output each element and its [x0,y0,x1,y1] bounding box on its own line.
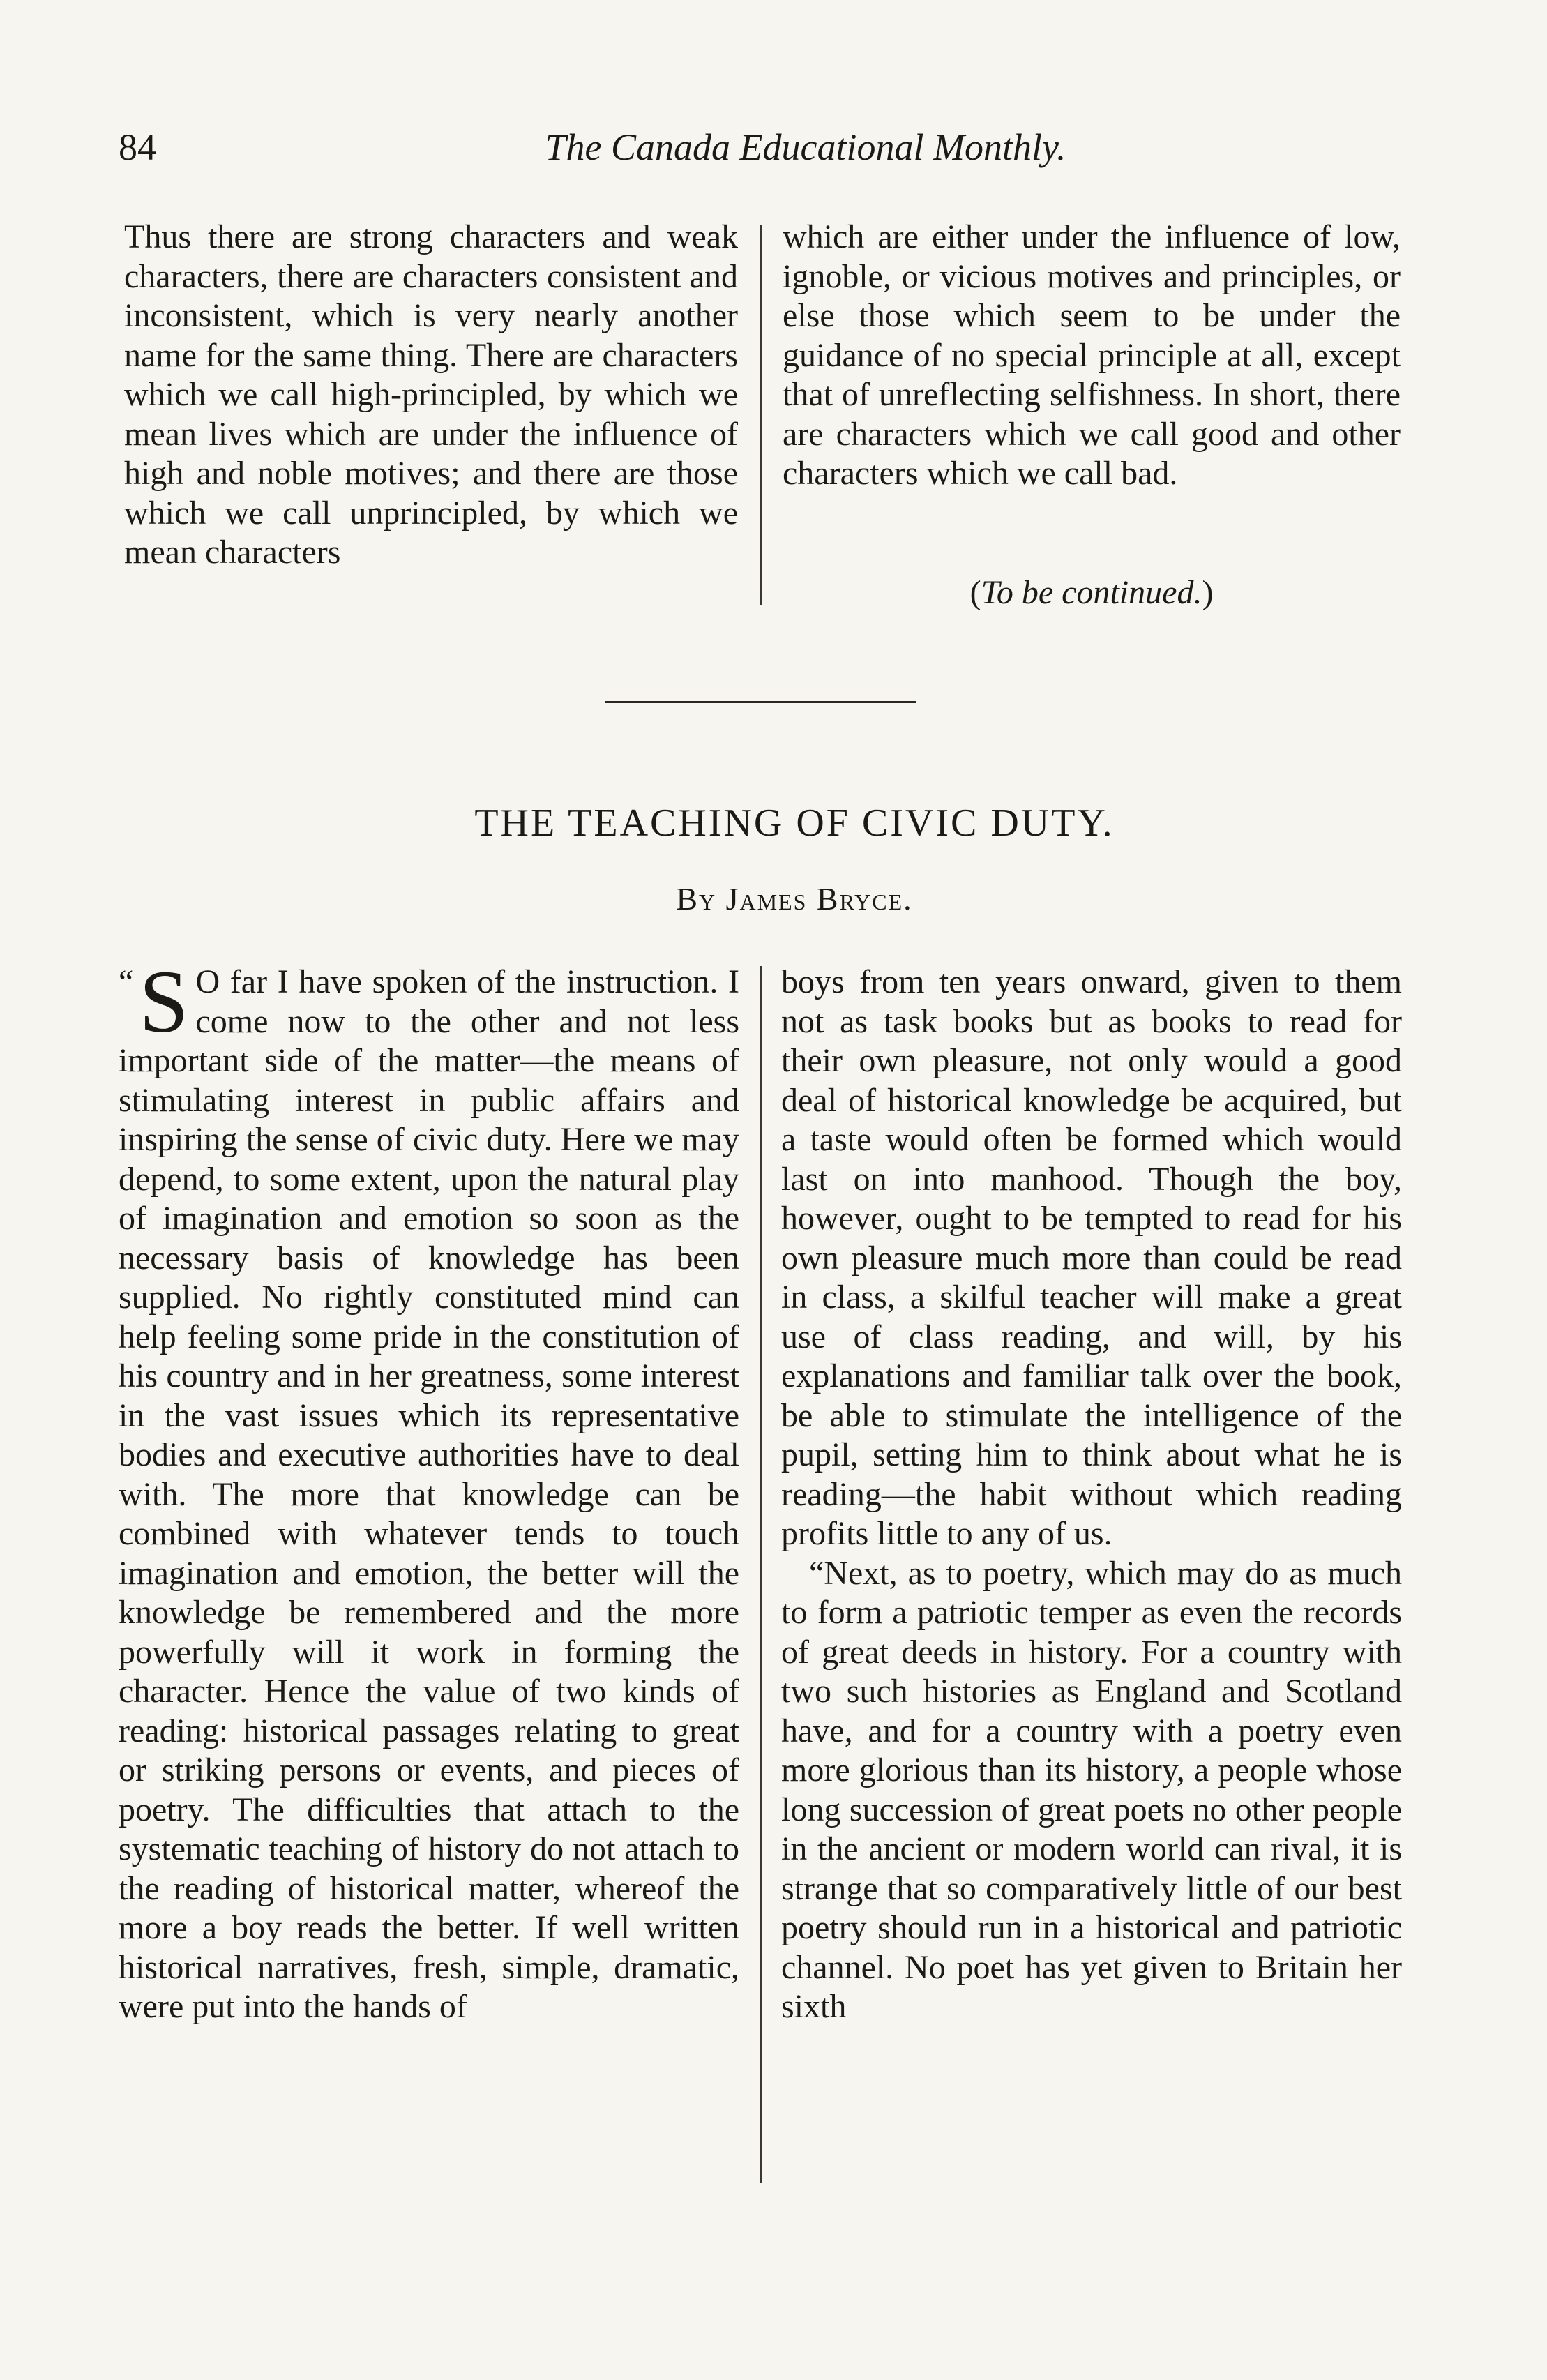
prior-article-left-text: Thus there are strong characters and weak characters, there are characters consistent and inconsistent, which is very nearly another name for the same thing. There are characters which we call high-principled, by which we mean lives which are under the influence of high and noble motives; and there are those which we call unprincipled, by which we mean characters [124,218,738,571]
article-paragraph-1-continued: boys from ten years onward, given to them not as task books but as books to read for their own pleasure, not only would a good deal of historical knowledge be acquired, but a taste would often be formed which would last on into manhood. Though the boy, however, ought to be tempted to read for his own pleasure much more than could be read in class, a skilful teacher will make a great use of class reading, and will, by his explanations and familiar talk over the book, be able to stimulate the intelligence of the pupil, setting him to think about what he is reading—the habit without which reading profits little to any of us. [781,963,1402,1552]
article-paragraph-1-text: O far I have spoken of the instruction. I come now to the other and not less important side of the matter—the means of stimulating interest in public affairs and inspiring the sense of civic duty. Here we may depend, to some extent, upon the natural play of imagination and emotion so soon as the necessary basis of knowledge has been supplied. No rightly constituted mind can help feeling some pride in the constitution of his country and in her greatness, some interest in the vast issues which its representative bodies and executive authorities have to deal with. The more that knowledge can be combined with whatever tends to touch imagination and emotion, the better will the knowledge be remembered and the more powerfully will it work in forming the character. Hence the value of two kinds of reading: historical passages relating to great or striking persons or events, and pieces of poetry. The difficulties that attach to the systematic teaching of history do not attach to the reading of historical matter, whereof the more a boy reads the better. If well written historical narratives, fresh, simple, dramatic, were put into the hands of [119,963,739,2025]
column-divider-top [760,225,762,605]
column-divider-bottom [760,966,762,2183]
opening-quote: “ [119,963,134,1000]
prior-article-left-column [124,218,738,573]
article-paragraph-1 [119,952,739,2027]
article-byline: By James Bryce. [676,881,913,917]
page-number: 84 [119,126,156,168]
running-header [119,126,1395,181]
article-title: THE TEACHING OF CIVIC DUTY. [474,801,1115,845]
section-rule [605,701,916,703]
continued-note-text: To be continued. [981,574,1202,611]
prior-article-right-text: which are either under the influence of low, ignoble, or vicious motives and principles, or else those which seem to be under the guidance of no special principle at all, except that of unreflecting selfishness. In short, there are characters which we call good and other characters which we call bad. [783,218,1401,492]
article-left-column [119,952,739,2027]
article-paragraph-2: “Next, as to poetry, which may do as much to form a patriotic temper as even the records of great deeds in history. For a country with two such histories as England and Scotland have, and for a country with a poetry even more glorious than its history, a people whose long succession of great poets no other people in the ancient or modern world can rival, it is strange that so comparatively little of our best poetry should run in a historical and patriotic channel. No poet has yet given to Britain her sixth [781,1554,1402,2025]
article-right-column [781,963,1402,2027]
prior-article-right-column [783,218,1401,494]
continued-note: (To be continued.) [969,574,1214,611]
journal-title: The Canada Educational Monthly. [545,126,1066,168]
drop-cap: S [139,952,189,1051]
